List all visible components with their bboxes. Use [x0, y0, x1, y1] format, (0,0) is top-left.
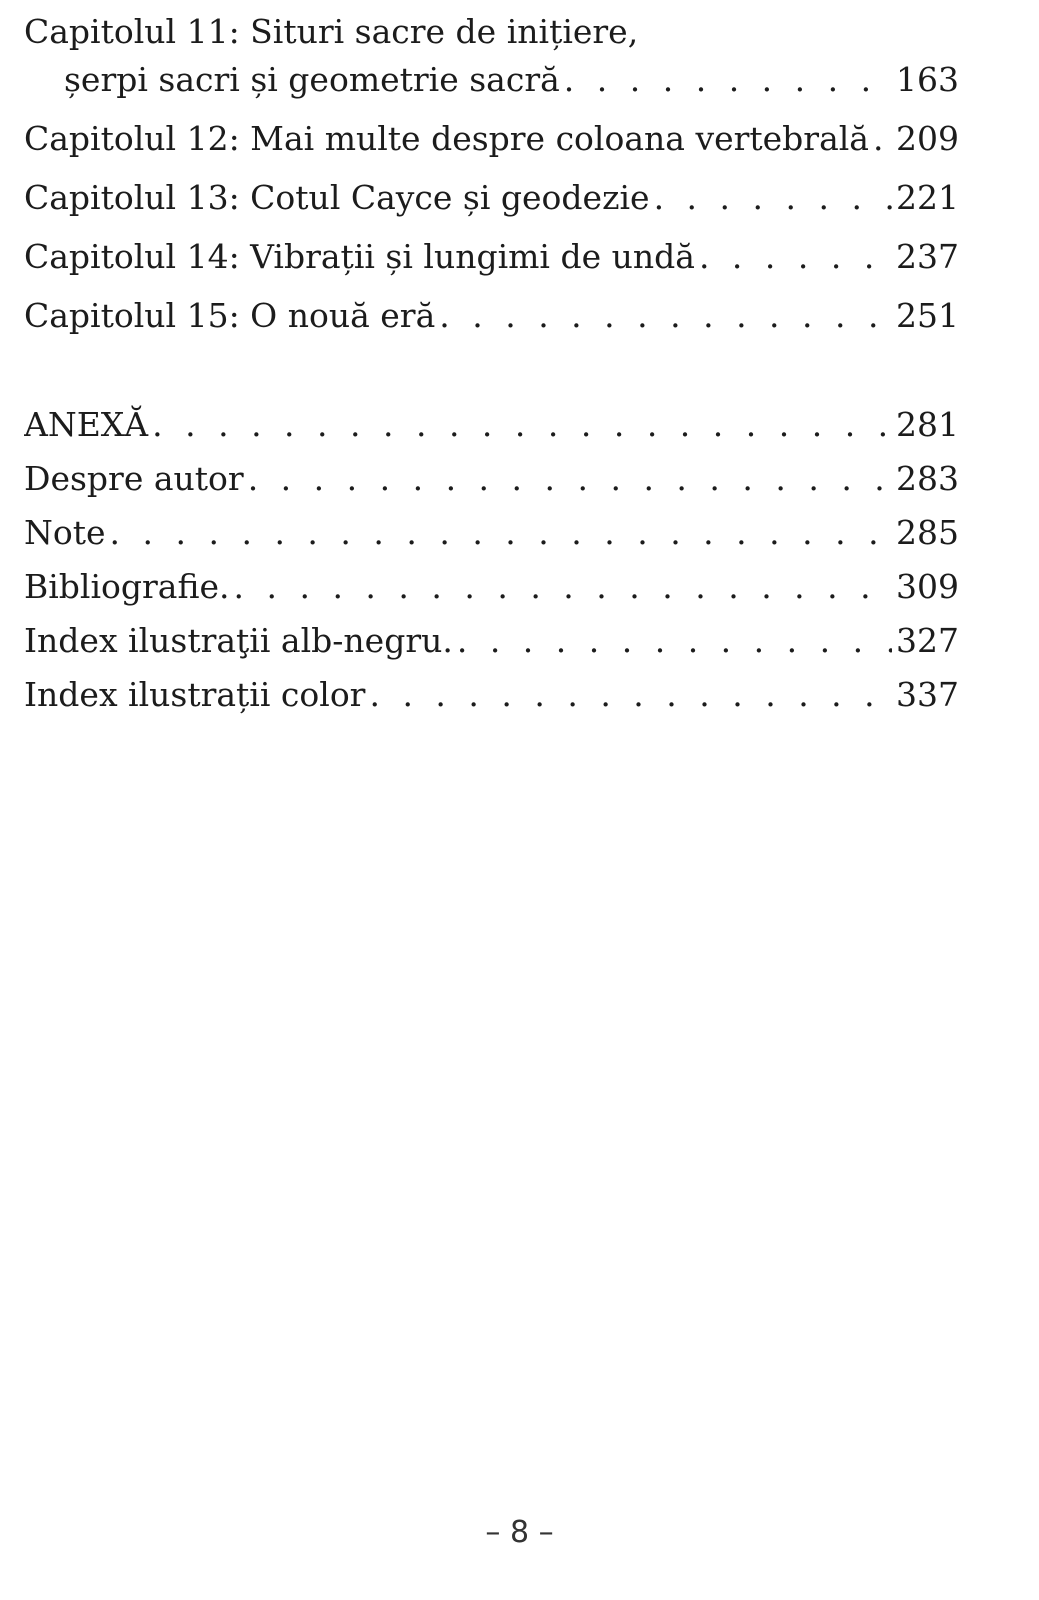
toc-entry-despre-autor — [24, 457, 959, 511]
table-of-contents — [24, 10, 959, 727]
dot-leader — [457, 619, 892, 663]
toc-entry-title: Bibliografie. — [24, 567, 230, 606]
toc-entry-index-color — [24, 673, 959, 727]
dot-leader — [110, 511, 892, 555]
toc-entry-page: 285 — [896, 513, 959, 552]
toc-entry-title: Capitolul 14: Vibrații și lungimi de undă — [24, 237, 695, 276]
toc-entry-title: Capitolul 11: Situri sacre de inițiere, — [24, 12, 639, 51]
toc-entry-anexa — [24, 403, 959, 457]
dot-leader — [654, 176, 892, 220]
toc-entry-page: 163 — [896, 60, 959, 99]
toc-entry-title: Capitolul 13: Cotul Cayce și geodezie — [24, 178, 650, 217]
dot-leader — [873, 117, 892, 161]
toc-appendix-section — [24, 403, 959, 727]
toc-entry-page: 221 — [896, 178, 959, 217]
toc-entry-title: Index ilustrații color — [24, 675, 366, 714]
toc-entry-page: 337 — [896, 675, 959, 714]
toc-entry-title-continued: șerpi sacri și geometrie sacră — [64, 60, 560, 99]
toc-entry-page: 283 — [896, 459, 959, 498]
dot-leader — [248, 457, 892, 501]
toc-entry-page: 251 — [896, 296, 959, 335]
toc-entry-title: Capitolul 12: Mai multe despre coloana vertebrală — [24, 119, 869, 158]
toc-entry-title: ANEXĂ — [24, 405, 149, 444]
toc-entry-page: 281 — [896, 405, 959, 444]
dot-leader — [439, 294, 892, 338]
toc-entry-index-alb-negru — [24, 619, 959, 673]
toc-entry-page: 309 — [896, 567, 959, 606]
toc-entry-title: Note — [24, 513, 106, 552]
toc-entry-title: Index ilustraţii alb-negru. — [24, 621, 453, 660]
page-number: – 8 – — [485, 1515, 554, 1550]
section-spacer — [24, 353, 959, 403]
toc-entry-chapter-11 — [24, 10, 959, 117]
toc-entry-title: Despre autor — [24, 459, 244, 498]
toc-entry-chapter-14 — [24, 235, 959, 294]
toc-entry-chapter-12 — [24, 117, 959, 176]
toc-entry-title: Capitolul 15: O nouă eră — [24, 296, 436, 335]
toc-entry-chapter-15 — [24, 294, 959, 353]
toc-entry-note — [24, 511, 959, 565]
dot-leader — [152, 403, 892, 447]
toc-entry-page: 237 — [896, 237, 959, 276]
toc-entry-page: 327 — [896, 621, 959, 660]
toc-entry-page: 209 — [896, 119, 959, 158]
dot-leader — [369, 673, 892, 717]
toc-entry-chapter-13 — [24, 176, 959, 235]
dot-leader — [564, 58, 892, 102]
toc-entry-bibliografie — [24, 565, 959, 619]
dot-leader — [234, 565, 892, 609]
dot-leader — [699, 235, 892, 279]
